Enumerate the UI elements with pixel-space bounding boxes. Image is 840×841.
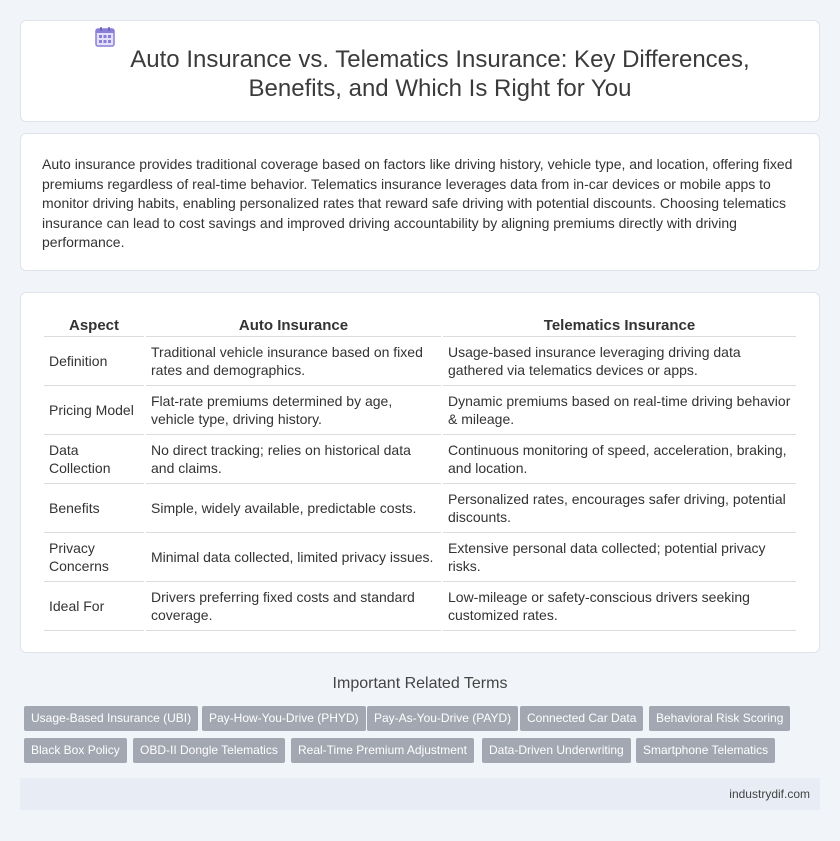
intro-card	[20, 133, 820, 271]
related-term-tag[interactable]: Usage-Based Insurance (UBI)	[24, 706, 198, 731]
related-term-tag[interactable]: Behavioral Risk Scoring	[649, 706, 790, 731]
related-term-tag[interactable]: Real-Time Premium Adjustment	[291, 738, 474, 763]
aspect-cell: Benefits	[44, 484, 144, 533]
column-header-aspect: Aspect	[44, 313, 144, 337]
source-link[interactable]: industrydif.com	[729, 787, 810, 801]
table-row	[44, 582, 796, 631]
related-term-tag[interactable]: Pay-As-You-Drive (PAYD)	[367, 706, 518, 731]
aspect-cell: Privacy Concerns	[44, 533, 144, 582]
telematics-insurance-cell: Continuous monitoring of speed, acceleration, braking, and location.	[443, 435, 796, 484]
intro-paragraph: Auto insurance provides traditional coverage based on factors like driving history, vehicle type, and location, offering fixed premiums regardless of real-time behavior. Telematics insurance leverages data from in-car devices or mobile apps to monitor driving habits, enabling personalized rates that reward safe driving with potential discounts. Choosing telematics insurance can lead to cost savings and improved driving accountability by aligning premiums directly with driving performance.	[42, 156, 793, 250]
telematics-insurance-cell: Usage-based insurance leveraging driving data gathered via telematics devices or apps.	[443, 337, 796, 386]
comparison-table	[42, 313, 798, 631]
related-term-tag[interactable]: Connected Car Data	[520, 706, 643, 731]
telematics-insurance-cell: Personalized rates, encourages safer driving, potential discounts.	[443, 484, 796, 533]
column-header-telematics-insurance: Telematics Insurance	[443, 313, 796, 337]
related-term-tag[interactable]: OBD-II Dongle Telematics	[133, 738, 285, 763]
table-row	[44, 386, 796, 435]
table-row	[44, 435, 796, 484]
telematics-insurance-cell: Low-mileage or safety-conscious drivers seeking customized rates.	[443, 582, 796, 631]
aspect-cell: Data Collection	[44, 435, 144, 484]
table-row	[44, 533, 796, 582]
footer	[20, 778, 820, 810]
aspect-cell: Definition	[44, 337, 144, 386]
auto-insurance-cell: Minimal data collected, limited privacy issues.	[146, 533, 441, 582]
column-header-auto-insurance: Auto Insurance	[146, 313, 441, 337]
auto-insurance-cell: Drivers preferring fixed costs and standard coverage.	[146, 582, 441, 631]
table-row	[44, 484, 796, 533]
telematics-insurance-cell: Extensive personal data collected; potential privacy risks.	[443, 533, 796, 582]
auto-insurance-cell: Simple, widely available, predictable costs.	[146, 484, 441, 533]
auto-insurance-cell: No direct tracking; relies on historical data and claims.	[146, 435, 441, 484]
comparison-table-card	[20, 292, 820, 653]
auto-insurance-cell: Flat-rate premiums determined by age, vehicle type, driving history.	[146, 386, 441, 435]
auto-insurance-cell: Traditional vehicle insurance based on fixed rates and demographics.	[146, 337, 441, 386]
table-row	[44, 337, 796, 386]
related-term-tag[interactable]: Data-Driven Underwriting	[482, 738, 631, 763]
table-header-row	[44, 313, 796, 337]
page-title: Auto Insurance vs. Telematics Insurance: Key Differences, Benefits, and Which Is Right for You	[130, 46, 750, 102]
related-term-tag[interactable]: Black Box Policy	[24, 738, 127, 763]
related-term-tag[interactable]: Pay-How-You-Drive (PHYD)	[202, 706, 366, 731]
aspect-cell: Ideal For	[44, 582, 144, 631]
related-term-tag[interactable]: Smartphone Telematics	[636, 738, 775, 763]
title-card	[20, 20, 820, 122]
telematics-insurance-cell: Dynamic premiums based on real-time driving behavior & mileage.	[443, 386, 796, 435]
related-terms-heading: Important Related Terms	[332, 675, 508, 692]
aspect-cell: Pricing Model	[44, 386, 144, 435]
